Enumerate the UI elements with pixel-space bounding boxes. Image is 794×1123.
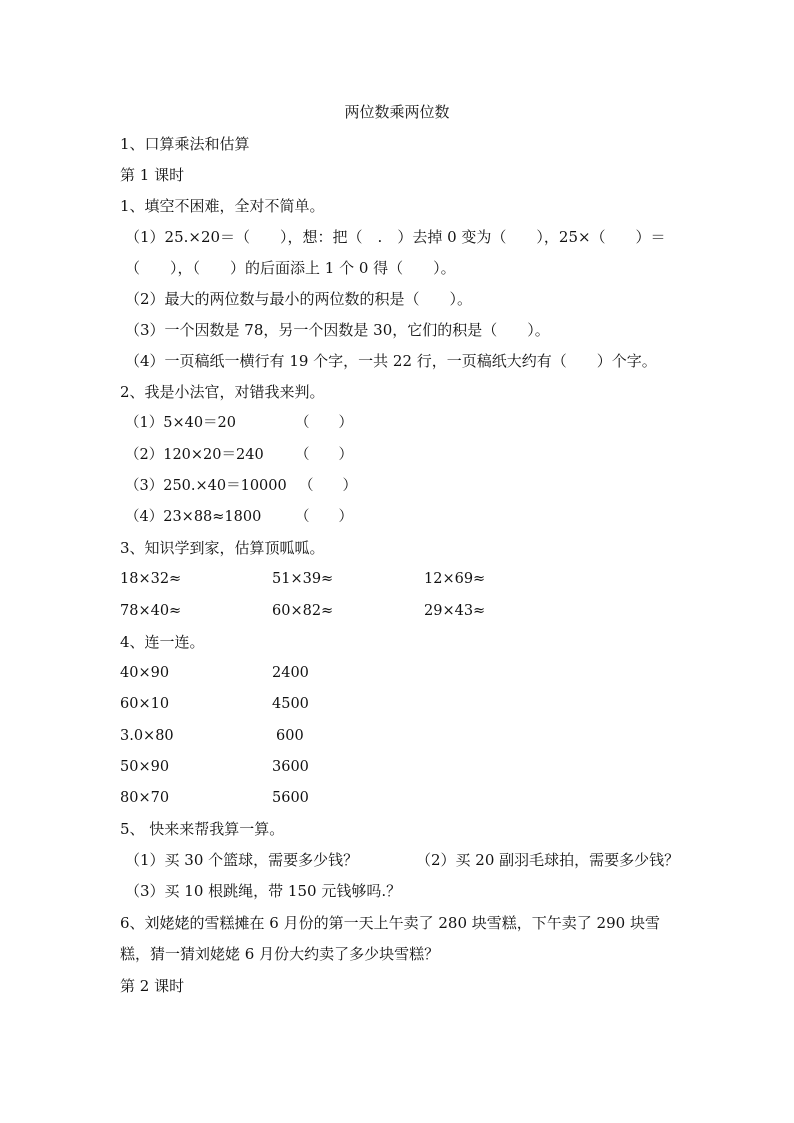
match-right-item: 4500 xyxy=(272,696,309,712)
judge-item-answer-box: （ ） xyxy=(299,478,357,494)
match-left-item: 60×10 xyxy=(120,696,170,712)
judge-item-answer-box: （ ） xyxy=(295,447,353,463)
section-heading: 1、口算乘法和估算 xyxy=(120,135,250,153)
question-5-item-1: （1）买 30 个篮球，需要多少钱？ xyxy=(125,851,359,869)
question-2-heading: 2、我是小法官，对错我来判。 xyxy=(120,383,325,401)
question-5-item-3: （3）买 10 根跳绳，带 150 元钱够吗.？ xyxy=(125,882,402,900)
match-right-item: 5600 xyxy=(272,790,309,806)
question-5-item-2: （2）买 20 副羽毛球拍，需要多少钱？ xyxy=(416,851,680,869)
question-6-line-1: 6、刘姥姥的雪糕摊在 6 月份的第一天上午卖了 280 块雪糕，下午卖了 290 块雪 xyxy=(120,914,660,932)
match-left-item: 40×90 xyxy=(120,665,170,681)
estimate-item: 78×40≈ xyxy=(120,603,182,619)
question-1-heading: 1、填空不困难，全对不简单。 xyxy=(120,197,325,215)
match-right-item: 2400 xyxy=(272,665,309,681)
question-5-heading: 5、 快来来帮我算一算。 xyxy=(120,820,285,838)
judge-item-expression: （2）120×20＝240 xyxy=(125,447,264,463)
estimate-item: 29×43≈ xyxy=(424,603,486,619)
match-left-item: 80×70 xyxy=(120,790,170,806)
question-1-item-4: （4）一页稿纸一横行有 19 个字，一共 22 行，一页稿纸大约有（ ）个字。 xyxy=(125,352,657,370)
question-3-heading: 3、知识学到家，估算顶呱呱。 xyxy=(120,539,325,557)
judge-item-expression: （3）250.×40＝10000 xyxy=(125,478,287,494)
match-right-item: 600 xyxy=(276,728,304,744)
match-left-item: 3.0×80 xyxy=(120,728,174,744)
judge-item-expression: （1）5×40＝20 xyxy=(125,415,237,431)
question-1-item-3: （3）一个因数是 78，另一个因数是 30，它们的积是（ ）。 xyxy=(125,321,550,339)
question-6-line-2: 糕，猜一猜刘姥姥 6 月份大约卖了多少块雪糕？ xyxy=(120,945,440,963)
lesson-label: 第 1 课时 xyxy=(120,166,185,184)
judge-item-expression: （4）23×88≈1800 xyxy=(125,509,262,525)
question-1-item-2: （2）最大的两位数与最小的两位数的积是（ ）。 xyxy=(125,290,473,308)
page-title: 两位数乘两位数 xyxy=(344,103,450,121)
question-4-heading: 4、连一连。 xyxy=(120,633,205,651)
match-right-item: 3600 xyxy=(272,759,309,775)
judge-item-answer-box: （ ） xyxy=(295,509,353,525)
match-left-item: 50×90 xyxy=(120,759,170,775)
judge-item-answer-box: （ ） xyxy=(295,415,353,431)
estimate-item: 12×69≈ xyxy=(424,571,486,587)
estimate-item: 60×82≈ xyxy=(272,603,334,619)
estimate-item: 18×32≈ xyxy=(120,571,182,587)
question-1-item-1-line-1: （1）25.×20＝（ ），想：把（ . ）去掉 0 变为（ ），25×（ ）＝ xyxy=(125,228,666,246)
estimate-item: 51×39≈ xyxy=(272,571,334,587)
question-1-item-1-line-2: （ ），（ ）的后面添上 1 个 0 得（ ）。 xyxy=(125,259,456,277)
lesson-label: 第 2 课时 xyxy=(120,977,185,995)
